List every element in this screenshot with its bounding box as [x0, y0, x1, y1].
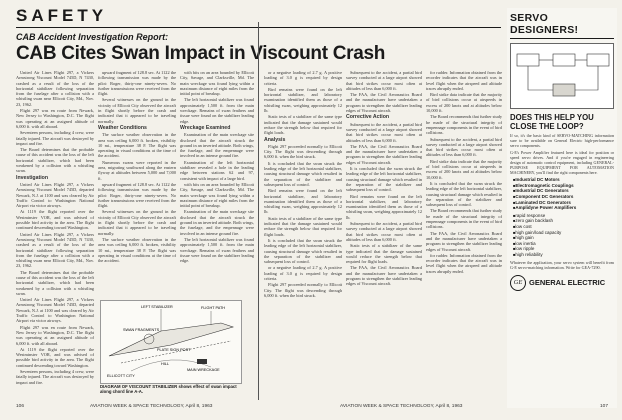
subhead-weather: Weather Conditions — [98, 124, 147, 131]
main-wreckage-marker — [197, 359, 207, 364]
ge-advertisement — [507, 8, 617, 408]
stabilizer-diagram — [100, 300, 242, 384]
ad-product-list: ■ Industrial DC Motors ■ Electromagnetic Couplings ■ Industrial DC Generators ■ Component DC Generators ■ Laminated DC Generators ■ Amplidyne Power Amplifiers — [513, 177, 614, 211]
subhead-corrective: Corrective Action — [346, 114, 390, 121]
article-column-1: United Air Lines Flight 297, a Vickers Armstrong Viscount Model 745D, N 7430, crashed as a result of the loss of the horizontal stabilizer following separation from the fuselage after a collision with a whistling swan near Ellicott City, Md., Nov. 23, 1962. Flight 297 was en route from Newark, New Jersey to Washington, D.C. The flight was operating at an assigned altitude of 6,000 ft. with all aboard. Seventeen persons, including 4 crew, were fatally injured. The aircraft was destroyed by impact and fire. The Board determines that the probable cause of this accident was the loss of the left horizontal stabilizer, which had been weakened by a collision with a whistling swan. Investigation United Air Lines Flight 297, a Vickers Armstrong Viscount Model 745D, departed Newark, N.J. at 1100 and was cleared by Air Traffic Control to Washington National Airport via victor airways. At 1119 the flight reported over the Westminster VOR, and was advised of possible bird activity in the area. The flight continued descending toward Washington. United Air Lines Flight 297, a Vickers Armstrong Viscount Model 745D, N 7430, crashed as a result of the loss of the horizontal stabilizer following separation from the fuselage after a collision with a whistling swan near Ellicott City, Md., Nov. 23, 1962. The Board determines that the probable cause of this accident was the loss of the left horizontal stabilizer, which had been weakened by a collision with a whistling swan. United Air Lines Flight 297, a Vickers Armstrong Viscount Model 745D, departed Newark, N.J. at 1100 and was cleared by Air Traffic Control to Washington National Airport via victor airways. Flight 297 was en route from Newark, New Jersey to Washington, D.C. The flight was operating at an assigned altitude of 6,000 ft. with all aboard. At 1119 the flight reported over the Westminster VOR, and was advised of possible bird activity in the area. The flight continued descending toward Washington. Seventeen persons, including 4 crew, were fatally injured. The aircraft was destroyed by impact and fire. — [16, 70, 94, 385]
ad-title: SERVO DESIGNERS! — [510, 12, 579, 36]
ad-body-1: If so, it's the basic kind of SERVO-MATCHING information sure to be available on General Electric high-performance servo components. — [510, 133, 614, 149]
ad-closing: Whatever the application, your servo system will benefit from G-E servo-matching information. Write for GEA-7290. — [510, 259, 614, 270]
diagram-label: LEFT STABILIZER — [141, 305, 173, 309]
ge-logo-text: GENERAL ELECTRIC — [529, 278, 606, 287]
ge-monogram-icon: GE — [510, 275, 526, 291]
kicker: CAB Accident Investigation Report: — [16, 32, 169, 42]
footer-left-text: AVIATION WEEK & SPACE TECHNOLOGY, April 8, 1963 — [90, 404, 213, 409]
diagram-label: MAIN WRECKAGE — [187, 368, 220, 372]
ad-body-2: G-E's Power Amplifier featured here is ideal for position or speed servo drives. And if you're engaged in engineering design of automatic control equipment, including GENERAL-PURPOSE EQUIPMENT FOR AUTOMATION MACHINERY, you'll find the right components here. — [510, 150, 614, 176]
footer-right-page-number: 107 — [600, 404, 609, 409]
page-gutter — [258, 22, 259, 400]
ge-logo — [510, 275, 614, 291]
servo-loop-drawing — [511, 44, 615, 108]
diagram-label: HILL — [161, 362, 170, 366]
headline: CAB Cites Swan Impact in Viscount Crash — [16, 43, 386, 64]
ad-feature-list: ■ rapid response ■ zero gain backlash ■ low cost ■ high gain/load capacity ■ high gain ■ low inertia ■ low ripple ■ high reliability — [513, 213, 614, 258]
article-column-5: Subsequent to the accident, a partial bird survey conducted at a large airport showed that bird strikes occur most often at altitudes of less than 6,000 ft. The FAA, the Civil Aeronautics Board and the manufacturer have undertaken a program to strengthen the stabilizer leading edges of Viscount aircraft. Corrective Action Subsequent to the accident, a partial bird survey conducted at a large airport showed that bird strikes occur most often at altitudes of less than 6,000 ft. The FAA, the Civil Aeronautics Board and the manufacturer have undertaken a program to strengthen the stabilizer leading edges of Viscount aircraft. It is concluded that the swan struck the leading edge of the left horizontal stabilizer, causing structural damage which resulted in the separation of the stabilizer and subsequent loss of control. Bird remains were found on the left horizontal stabilizer, and laboratory examination identified them as those of a whistling swan, weighing approximately 12 lb. Subsequent to the accident, a partial bird survey conducted at a large airport showed that bird strikes occur most often at altitudes of less than 6,000 ft. Static tests of a stabilizer of the same type indicated that the damage sustained would reduce the strength below that required for flight loads. The FAA, the Civil Aeronautics Board and the manufacturer have undertaken a program to strengthen the stabilizer leading edges of Viscount aircraft. — [346, 70, 422, 287]
footer-right-text: AVIATION WEEK & SPACE TECHNOLOGY, April 8, 1963 — [340, 404, 463, 409]
diagram-label: PLATE SIGN POST — [157, 348, 191, 352]
article-column-6: for rudder. Information obtained from the recorder indicates that the aircraft was in level flight when the airspeed and altitude traces abruptly ended. Bird strike data indicate that the majority of bird collisions occur at airspeeds in excess of 200 knots and at altitudes below 10,000 ft. The Board recommends that further study be made of the structural integrity of empennage components in the event of bird collisions. Subsequent to the accident, a partial bird survey conducted at a large airport showed that bird strikes occur most often at altitudes of less than 6,000 ft. Bird strike data indicate that the majority of bird collisions occur at airspeeds in excess of 200 knots and at altitudes below 10,000 ft. It is concluded that the swan struck the leading edge of the left horizontal stabilizer, causing structural damage which resulted in the separation of the stabilizer and subsequent loss of control. The Board recommends that further study be made of the structural integrity of empennage components in the event of bird collisions. The FAA, the Civil Aeronautics Board and the manufacturer have undertaken a program to strengthen the stabilizer leading edges of Viscount aircraft. for rudder. Information obtained from the recorder indicates that the aircraft was in level flight when the airspeed and altitude traces abruptly ended. — [426, 70, 502, 274]
diagram-label: FLIGHT PATH — [201, 306, 226, 310]
diagram-label: ELLICOTT CITY — [107, 374, 135, 378]
diagram-label: SWAN FRAGMENTS — [123, 328, 160, 332]
article-column-2: upward fragment of 128.8 sec. At 1122 the following transmission was made by the pilot: Roger, thirty-one ninety-seven. No further transmissions were received from the flight. Several witnesses on the ground in the vicinity of Ellicott City observed the aircraft in flight shortly before the crash and indicated that it appeared to be traveling normally. Weather Conditions The surface weather observation in the area was ceiling 6,000 ft. broken, visibility 10 mi., temperature 38 F. The flight was operating in visual conditions at the time of the accident. Numerous swans were reported in the area, migrating southward along the eastern flyway at altitudes between 5,000 and 7,000 ft. upward fragment of 128.8 sec. At 1122 the following transmission was made by the pilot: Roger, thirty-one ninety-seven. No further transmissions were received from the flight. Several witnesses on the ground in the vicinity of Ellicott City observed the aircraft in flight shortly before the crash and indicated that it appeared to be traveling normally. The surface weather observation in the area was ceiling 6,000 ft. broken, visibility 10 mi., temperature 38 F. The flight was operating in visual conditions at the time of the accident. — [98, 70, 176, 264]
figure-caption: DIAGRAM OF VISCOUNT STABILIZER shows effect of swan impact along chord line A-A. — [100, 384, 237, 394]
subhead-analysis: Analysis — [264, 136, 286, 143]
section-title: SAFETY — [16, 6, 108, 25]
article-column-4: or a negative loading of 2.7 g. A positive loading of 3.0 g is required by design criteria. Bird remains were found on the left horizontal stabilizer, and laboratory examination identified them as those of a whistling swan, weighing approximately 12 lb. Static tests of a stabilizer of the same type indicated that the damage sustained would reduce the strength below that required for flight loads. Analysis Flight 297 proceeded normally to Ellicott City. The flight was descending through 6,000 ft. when the bird struck. It is concluded that the swan struck the leading edge of the left horizontal stabilizer, causing structural damage which resulted in the separation of the stabilizer and subsequent loss of control. Bird remains were found on the left horizontal stabilizer, and laboratory examination identified them as those of a whistling swan, weighing approximately 12 lb. Static tests of a stabilizer of the same type indicated that the damage sustained would reduce the strength below that required for flight loads. It is concluded that the swan struck the leading edge of the left horizontal stabilizer, causing structural damage which resulted in the separation of the stabilizer and subsequent loss of control. or a negative loading of 2.7 g. A positive loading of 3.0 g is required by design criteria. Flight 297 proceeded normally to Ellicott City. The flight was descending through 6,000 ft. when the bird struck. — [264, 70, 342, 298]
ad-headline: DOES THIS HELP YOU CLOSE THE LOOP? — [510, 113, 594, 132]
subhead-wreckage: Wreckage Examined — [180, 124, 231, 131]
diagram-drawing — [101, 301, 241, 383]
servo-loop-diagram — [510, 43, 614, 109]
article-column-3: with bits on an area bounded by Ellicott City, Savage, and Clarksville, Md. The main wreckage was found lying within a maximum distance of eight miles from the initial point of breakup. The left horizontal stabilizer was found approximately 1,500 ft. from the main wreckage. Remains of swan feathers and tissue were found on the stabilizer leading edge. Wreckage Examined Examination of the main wreckage site disclosed that the aircraft struck the ground in an inverted attitude. Both wings, the fuselage, and the empennage were involved in an intense ground fire. Examination of the left horizontal stabilizer revealed a hole in the leading edge between stations 62 and 97, consistent with impact of a large bird. with bits on an area bounded by Ellicott City, Savage, and Clarksville, Md. The main wreckage was found lying within a maximum distance of eight miles from the initial point of breakup. Examination of the main wreckage site disclosed that the aircraft struck the ground in an inverted attitude. Both wings, the fuselage, and the empennage were involved in an intense ground fire. The left horizontal stabilizer was found approximately 1,500 ft. from the main wreckage. Remains of swan feathers and tissue were found on the stabilizer leading edge. — [180, 70, 254, 264]
ad-title-rule — [510, 38, 614, 39]
subhead-investigation: Investigation — [16, 174, 48, 181]
footer-left-page-number: 106 — [16, 404, 25, 409]
